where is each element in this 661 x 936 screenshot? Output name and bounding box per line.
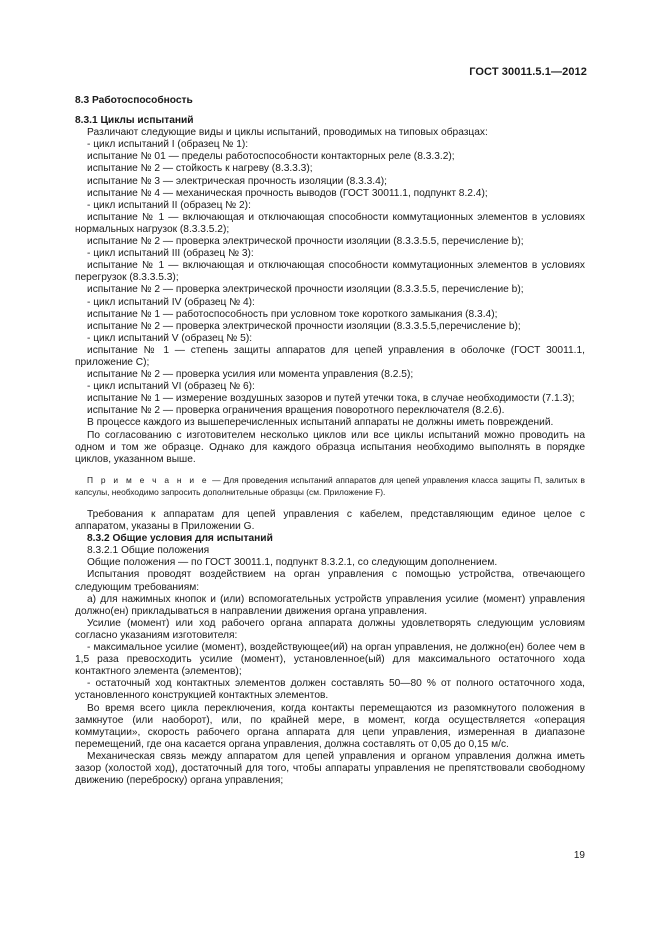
list-item: - цикл испытаний VI (образец № 6): — [87, 381, 255, 393]
text-line: испытание № 2 — проверка электрической прочности изоляции (8.3.3.5.5,перечисление b); — [87, 320, 521, 332]
text-line: Различают следующие виды и циклы испытаний, проводимых на типовых образцах: — [87, 127, 488, 139]
list-item: - цикл испытаний IV (образец № 4): — [87, 296, 255, 308]
section-title: 8.3 Работоспособность — [75, 95, 193, 106]
text-line: испытание № 1 — включающая и отключающая способности коммутационных элементов в условиях перегрузок (8.3.3.5.3); — [75, 260, 585, 284]
paragraph: Во время всего цикла переключения, когда контакты перемещаются из разомкнутого положения в замкнутое (или наоборот), или, по крайней мере, в момент, когда осуществляется «операция коммутации», скорость рабочего органа аппарата для цепи управления, измеренная в диапазоне перемещений, где она касается органа управления, должна составлять от 0,05 до 0,15 м/с. — [75, 702, 585, 750]
subsection-title-general: 8.3.2 Общие условия для испытаний — [87, 533, 273, 545]
text-line: испытание № 2 — проверка усилия или момента управления (8.2.5); — [87, 369, 414, 381]
paragraph: Испытания проводят воздействием на орган управления с помощью устройства, отвечающего следующим требованиям: — [75, 569, 585, 593]
text-line: испытание № 2 — проверка ограничения вращения поворотного переключателя (8.2.6). — [87, 405, 505, 417]
cycles-list — [75, 127, 585, 466]
text-line: испытание № 01 — пределы работоспособности контакторных реле (8.3.3.2); — [87, 151, 455, 163]
list-item: а) для нажимных кнопок и (или) вспомогательных устройств управления усилие (момент) управления должно(ен) прикладываться в направлении движения органа управления. — [75, 593, 585, 617]
list-item: - цикл испытаний V (образец № 5): — [87, 332, 253, 344]
list-item: - цикл испытаний II (образец № 2): — [87, 199, 251, 211]
note-label: П р и м е ч а н и е — [87, 474, 209, 485]
text-line: испытание № 2 — проверка электрической прочности изоляции (8.3.3.5.5, перечисление b); — [87, 236, 524, 248]
text-line: испытание № 1 — измерение воздушных зазоров и путей утечки тока, в случае необходимости (7.1.3); — [87, 393, 575, 405]
clause-title: 8.3.2.1 Общие положения — [87, 545, 210, 557]
text-line: испытание № 4 — механическая прочность выводов (ГОСТ 30011.1, подпункт 8.2.4); — [87, 187, 488, 199]
paragraph: В процессе каждого из вышеперечисленных испытаний аппараты не должны иметь повреждений. — [87, 417, 554, 429]
page-content — [75, 95, 585, 787]
list-item: - цикл испытаний III (образец № 3): — [87, 248, 254, 260]
text-line: испытание № 1 — степень защиты аппаратов для цепей управления в оболочке (ГОСТ 30011.1, приложение С); — [75, 344, 585, 368]
text-line: испытание № 1 — включающая и отключающая способности коммутационных элементов в условиях нормальных нагрузок (8.3.3.5.2); — [75, 211, 585, 235]
paragraph: Усилие (момент) или ход рабочего органа аппарата должны удовлетворять следующим условиям согласно указаниям изготовителя: — [75, 617, 585, 641]
paragraph: Требования к аппаратам для цепей управления с кабелем, представляющим единое целое с аппаратом, указаны в Приложении G. — [75, 509, 585, 533]
paragraph: По согласованию с изготовителем несколько циклов или все циклы испытаний можно проводить на одном и том же образце. Однако для каждого образца испытания необходимо выполнять в порядке циклов, указанном выше. — [75, 429, 585, 465]
paragraph: Механическая связь между аппаратом для цепей управления и органом управления должна иметь зазор (холостой ход), достаточный для того, чтобы аппараты управления не препятствовали свободному движению (переброску) органа управления; — [75, 750, 585, 787]
list-item: - остаточный ход контактных элементов должен составлять 50—80 % от полного остаточного хода, установленного конструкцией контактных элементов. — [75, 678, 585, 702]
text-line: испытание № 2 — проверка электрической прочности изоляции (8.3.3.5.5, перечисление b); — [87, 284, 524, 296]
text-line: испытание № 1 — работоспособность при условном токе короткого замыкания (8.3.4); — [87, 308, 498, 320]
subsection-title-cycles: 8.3.1 Циклы испытаний — [75, 115, 194, 127]
text-line: испытание № 2 — стойкость к нагреву (8.3.3.3); — [87, 163, 313, 175]
note-paragraph — [75, 474, 585, 499]
paragraph: Общие положения — по ГОСТ 30011.1, подпункт 8.3.2.1, со следующим дополнением. — [87, 557, 498, 569]
list-item: - цикл испытаний I (образец № 1): — [87, 139, 249, 151]
document-header: ГОСТ 30011.5.1—2012 — [469, 66, 587, 78]
page-number: 19 — [573, 850, 585, 861]
note-text: — Для проведения испытаний аппаратов для цепей управления класса защиты П, залитых в капсулы, необходимо запросить дополнительные образцы (см. Приложение F). — [75, 474, 585, 498]
general-list — [75, 557, 585, 787]
list-item: - максимальное усилие (момент), воздействующее(ий) на орган управления, не должно(ен) более чем в 1,5 раза превосходить усилие (момент), установленное(ый) для максимального остаточного хода контактного элемента (элементов); — [75, 642, 585, 678]
text-line: испытание № 3 — электрическая прочность изоляции (8.3.3.4); — [87, 175, 387, 187]
